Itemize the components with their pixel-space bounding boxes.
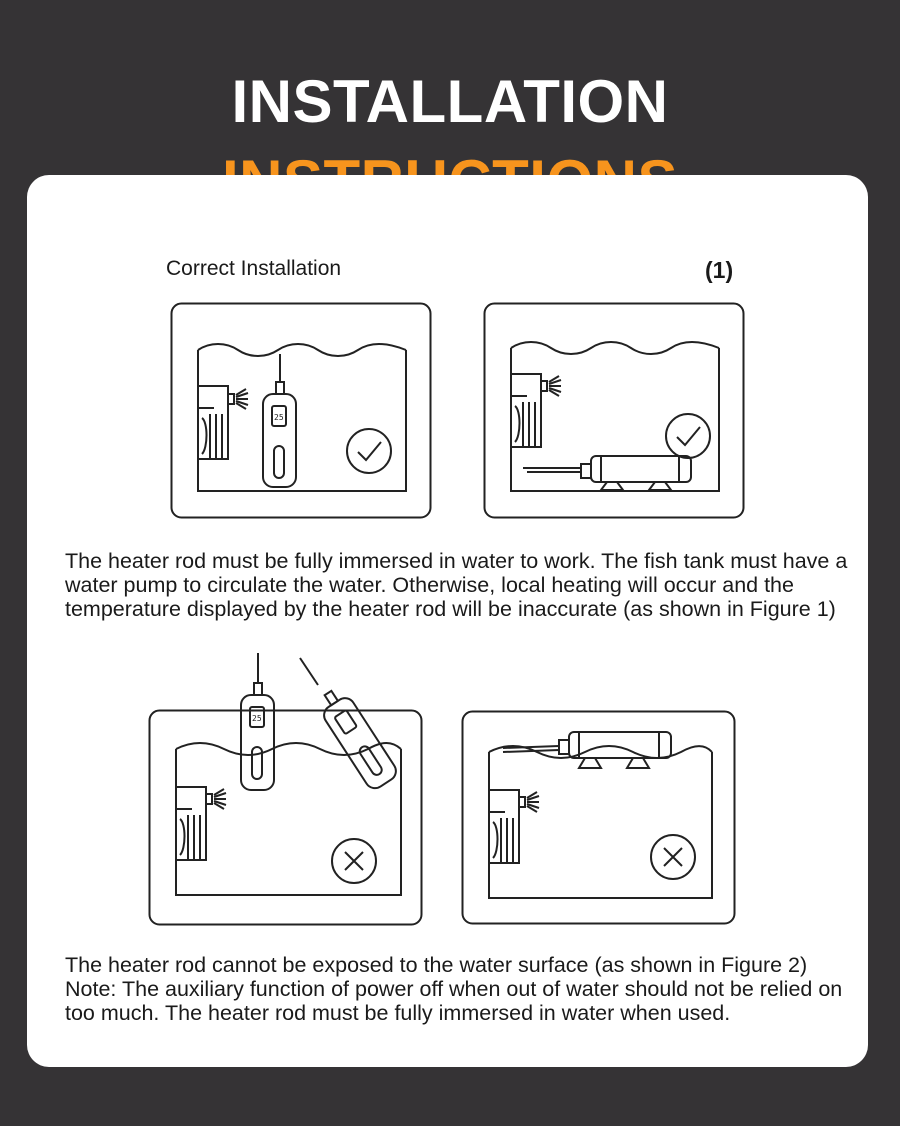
figure2-panel-vertical (148, 653, 423, 927)
figure1-panel-horizontal (483, 302, 745, 519)
figure2-panel-horizontal (461, 710, 736, 926)
title-white: INSTALLATION (231, 68, 669, 135)
figure-number: (1) (705, 257, 734, 283)
correct-installation-label: Correct Installation (166, 257, 342, 280)
figure1-panel-vertical (170, 302, 432, 519)
figure2-paragraph: The heater rod cannot be exposed to the water surface (as shown in Figure 2) Note: The auxiliary function of power off when out of water should not be relied on too much. The heater rod must be fully immersed in water when used. (65, 953, 843, 1025)
figure1-paragraph: The heater rod must be fully immersed in water to work. The fish tank must have a water pump to circulate the water. Otherwise, local heating will occur and the temperature displayed by the heater rod will be inaccurate (as shown in Figure 1) (65, 549, 848, 621)
instruction-card (27, 175, 868, 1067)
display-reading: 25 (274, 413, 284, 422)
display-reading: 25 (252, 714, 262, 723)
